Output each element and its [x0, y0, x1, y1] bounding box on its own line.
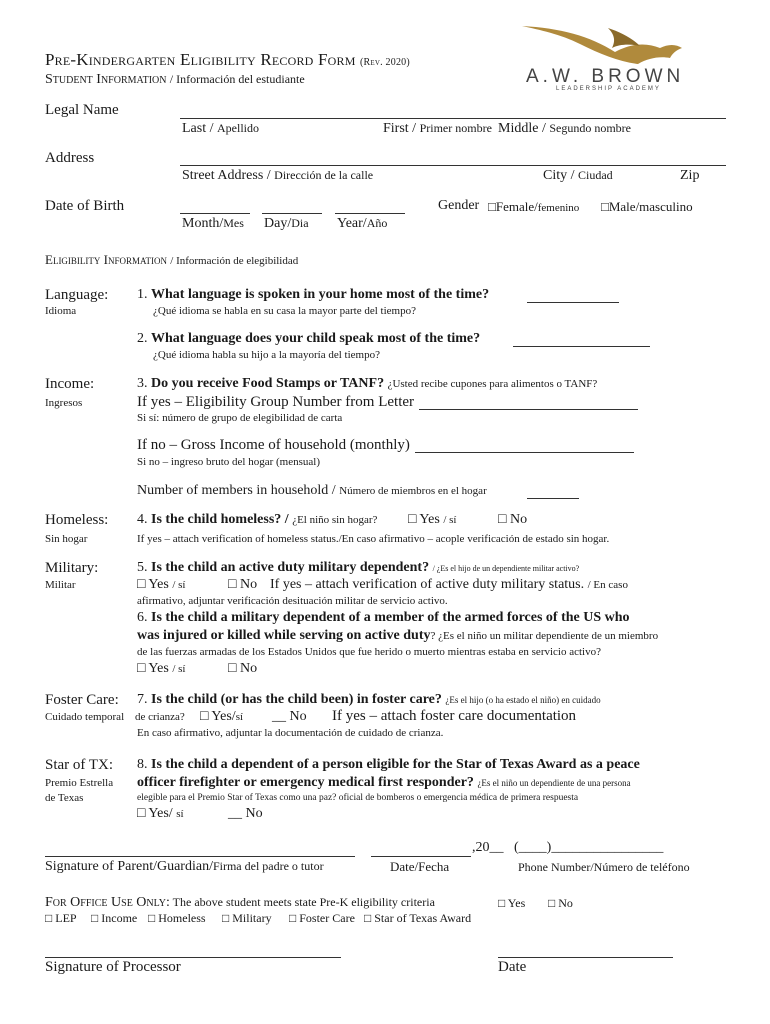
- office-income-checkbox[interactable]: □ Income: [91, 911, 138, 925]
- question-7: 7. Is the child (or has the child been) in foster care? ¿Es el hijo (o ha estado el niño) en cuidado: [137, 692, 601, 707]
- legal-name-label: Legal Name: [45, 102, 119, 118]
- month-caption: Month/Mes: [182, 216, 244, 231]
- eligibility-group-es: Si sí: número de grupo de elegibilidad de carta: [137, 412, 343, 424]
- gross-income-es: Si no – ingreso bruto del hogar (mensual): [137, 456, 320, 468]
- language-label: Language:: [45, 287, 109, 303]
- question-5: 5. Is the child an active duty military dependent? / ¿Es el hijo de un dependiente militar activo?: [137, 560, 580, 575]
- office-use-line: For Office Use Only: The above student meets state Pre-K eligibility criteria: [45, 895, 435, 910]
- language-label-es: Idioma: [45, 305, 77, 317]
- foster-no-checkbox[interactable]: __ No: [272, 709, 307, 724]
- office-homeless-checkbox[interactable]: □ Homeless: [148, 911, 206, 925]
- question-8: 8. Is the child a dependent of a person eligible for the Star of Texas Award as a peace: [137, 757, 640, 772]
- eagle-icon: [520, 22, 700, 70]
- foster-label: Foster Care:: [45, 692, 119, 708]
- logo-subtitle: LEADERSHIP ACADEMY: [556, 86, 661, 92]
- homeless-no-checkbox[interactable]: □ No: [498, 512, 528, 527]
- star-label-es-2: de Texas: [45, 792, 84, 804]
- date-year-blank: ,20__: [472, 840, 504, 855]
- day-caption: Day/Dia: [264, 216, 309, 231]
- processor-signature-field[interactable]: [45, 957, 341, 958]
- homeless-label: Homeless:: [45, 512, 109, 528]
- foster-yes-checkbox[interactable]: □ Yes/sí: [200, 709, 244, 724]
- dob-year-field[interactable]: [335, 213, 405, 214]
- dob-month-field[interactable]: [180, 213, 250, 214]
- eligibility-group-text: If yes – Eligibility Group Number from Letter: [137, 394, 415, 410]
- question-3: 3. Do you receive Food Stamps or TANF? ¿Usted recibe cupones para alimentos o TANF?: [137, 376, 598, 391]
- military-label: Military:: [45, 560, 99, 576]
- phone-number-field[interactable]: (____)________________: [514, 840, 664, 855]
- parent-signature-caption: Signature of Parent/Guardian/Firma del padre o tutor: [45, 859, 324, 874]
- foster-label-es: Cuidado temporal: [45, 711, 125, 723]
- military-note-es: afirmativo, adjuntar verificación desituación militar de servicio activo.: [137, 595, 448, 607]
- eligibility-heading: Eligibility Information / Información de elegibilidad: [45, 252, 299, 267]
- street-caption: Street Address / Dirección de la calle: [182, 168, 374, 183]
- male-checkbox[interactable]: □Male/masculino: [601, 199, 693, 214]
- question-8-es: elegible para el Premio Star of Texas como una paz? oficial de bomberos o emergencia médica de primera respuesta: [137, 793, 579, 803]
- question-8-cont: officer firefighter or emergency medical first responder? ¿Es el niño un dependiente de una persona: [137, 775, 631, 790]
- office-military-checkbox[interactable]: □ Military: [222, 911, 272, 925]
- question-2-es: ¿Qué idioma habla su hijo a la mayoría del tiempo?: [153, 349, 380, 361]
- office-star-checkbox[interactable]: □ Star of Texas Award: [364, 911, 472, 925]
- question-6-cont: was injured or killed while serving on active duty? ¿Es el niño un militar dependiente de un miembro: [137, 628, 659, 643]
- homeless-yes-checkbox[interactable]: □ Yes / sí: [408, 512, 457, 527]
- school-logo: [520, 22, 700, 94]
- student-info-heading: Student Information / Información del estudiante: [45, 72, 305, 87]
- homeless-note: If yes – attach verification of homeless status./En caso afirmativo – acople verificación de estado sin hogar.: [137, 533, 610, 545]
- processor-date-caption: Date: [498, 959, 527, 975]
- star-label-es-1: Premio Estrella: [45, 777, 114, 789]
- income-label-es: Ingresos: [45, 397, 83, 409]
- question-1: 1. What language is spoken in your home most of the time?: [137, 287, 490, 302]
- form-title: Pre-Kindergarten Eligibility Record Form (Rev. 2020): [45, 50, 410, 69]
- office-foster-checkbox[interactable]: □ Foster Care: [289, 911, 355, 925]
- logo-name: A.W. BROWN: [526, 66, 685, 87]
- injured-yes-checkbox[interactable]: □ Yes / sí: [137, 661, 186, 676]
- revision-label: (Rev. 2020): [360, 57, 410, 68]
- legal-name-field[interactable]: [180, 118, 726, 119]
- middle-name-caption: Middle / Segundo nombre: [498, 121, 631, 136]
- dob-day-field[interactable]: [262, 213, 322, 214]
- gross-income-field[interactable]: [415, 452, 634, 453]
- household-members-field[interactable]: [527, 498, 579, 499]
- question-4: 4. Is the child homeless? / ¿El niño sin hogar?: [137, 512, 378, 527]
- home-language-field[interactable]: [527, 302, 619, 303]
- military-yes-checkbox[interactable]: □ Yes / sí: [137, 577, 186, 592]
- year-caption: Year/Año: [337, 216, 388, 231]
- phone-caption: Phone Number/Número de teléfono: [518, 860, 690, 874]
- question-7-es: de crianza?: [135, 711, 185, 723]
- processor-date-field[interactable]: [498, 957, 673, 958]
- dob-label: Date of Birth: [45, 198, 125, 214]
- household-members-text: Number of members in household / Número de miembros en el hogar: [137, 483, 487, 498]
- city-caption: City / Ciudad: [543, 168, 613, 183]
- income-label: Income:: [45, 376, 95, 392]
- female-checkbox[interactable]: □Female/femenino: [488, 199, 580, 214]
- military-note: If yes – attach verification of active duty military status. / En caso: [270, 577, 628, 592]
- homeless-label-es: Sin hogar: [45, 533, 88, 545]
- star-yes-checkbox[interactable]: □ Yes/ sí: [137, 806, 184, 821]
- office-no-checkbox[interactable]: □ No: [548, 896, 573, 910]
- processor-signature-caption: Signature of Processor: [45, 959, 181, 975]
- military-no-checkbox[interactable]: □ No: [228, 577, 258, 592]
- question-6-es: de las fuerzas armadas de los Estados Unidos que fue herido o muerto mientras estaba en servicio activo?: [137, 646, 601, 658]
- child-language-field[interactable]: [513, 346, 650, 347]
- injured-no-checkbox[interactable]: □ No: [228, 661, 258, 676]
- star-label: Star of TX:: [45, 757, 114, 773]
- address-field[interactable]: [180, 165, 726, 166]
- question-2: 2. What language does your child speak most of the time?: [137, 331, 481, 346]
- question-6: 6. Is the child a military dependent of a member of the armed forces of the US who: [137, 610, 630, 625]
- military-label-es: Militar: [45, 579, 76, 591]
- question-1-es: ¿Qué idioma se habla en su casa la mayor parte del tiempo?: [153, 305, 416, 317]
- office-lep-checkbox[interactable]: □ LEP: [45, 911, 77, 925]
- star-no-checkbox[interactable]: __ No: [228, 806, 263, 821]
- parent-signature-field[interactable]: [45, 856, 355, 857]
- office-yes-checkbox[interactable]: □ Yes: [498, 896, 526, 910]
- gross-income-text: If no – Gross Income of household (monthly): [137, 437, 410, 453]
- eligibility-group-field[interactable]: [419, 409, 638, 410]
- signature-date-field[interactable]: [371, 856, 471, 857]
- zip-caption: Zip: [680, 168, 700, 183]
- signature-date-caption: Date/Fecha: [390, 859, 450, 874]
- first-name-caption: First / Primer nombre: [383, 121, 492, 136]
- gender-label: Gender: [438, 198, 480, 213]
- address-label: Address: [45, 150, 95, 166]
- last-name-caption: Last / Apellido: [182, 121, 259, 136]
- foster-note-es: En caso afirmativo, adjuntar la documentación de cuidado de crianza.: [137, 727, 444, 739]
- foster-note: If yes – attach foster care documentation: [332, 708, 577, 724]
